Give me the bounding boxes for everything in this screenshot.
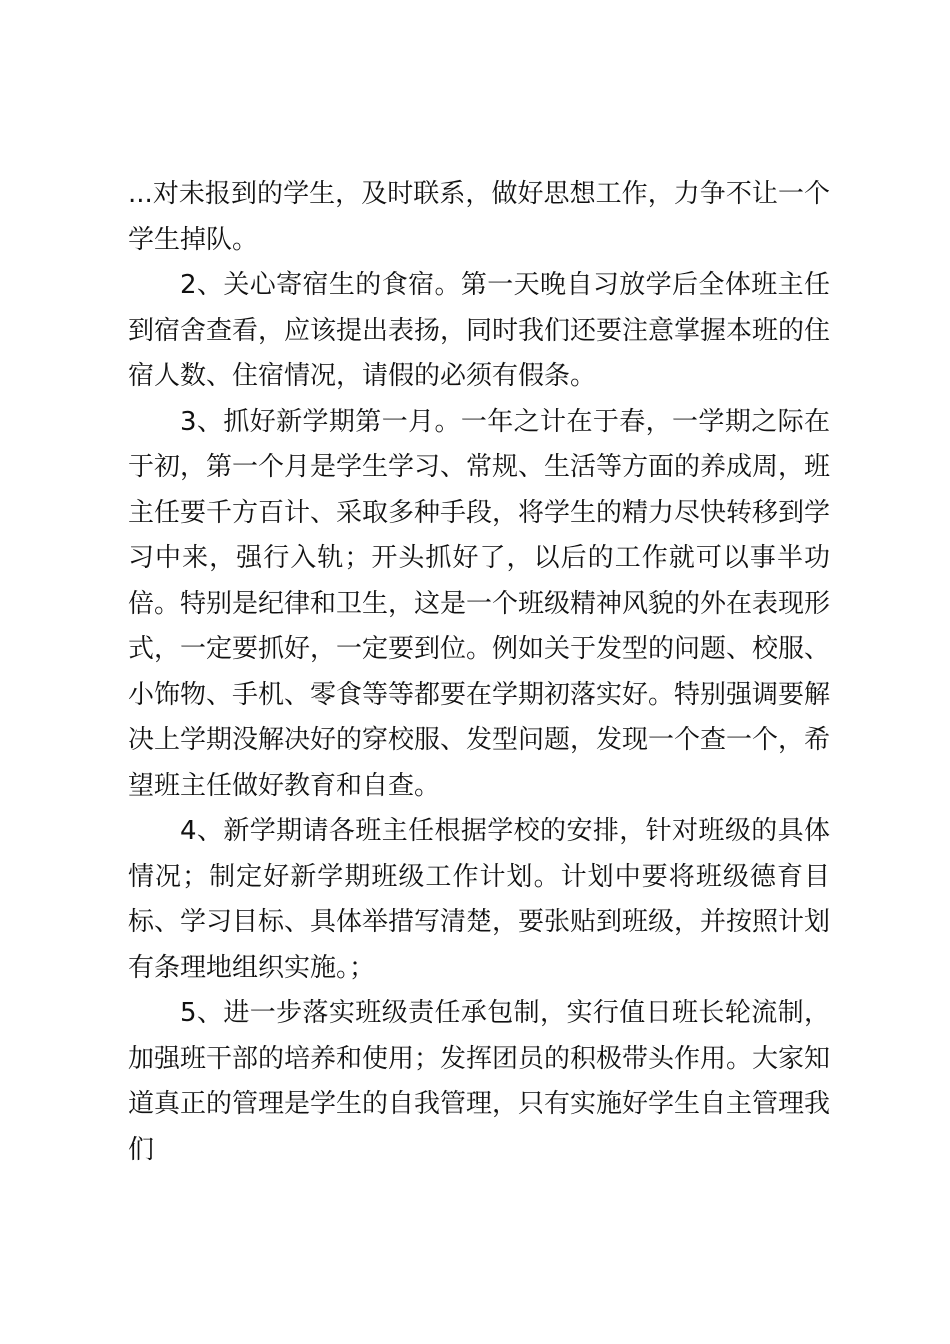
paragraph-3: 3、抓好新学期第一月。一年之计在于春，一学期之际在于初，第一个月是学生学习、常规、生活等方面的养成周，班主任要千方百计、采取多种手段，将学生的精力尽快转移到学习中来，强行入轨；开头抓好了，以后的工作就可以事半功倍。特别是纪律和卫生，这是一个班级精神风貌的外在表现形式，一定要抓好，一定要到位。例如关于发型的问题、校服、小饰物、手机、零食等等都要在学期初落实好。特别强调要解决上学期没解决好的穿校服、发型问题，发现一个查一个，希望班主任做好教育和自查。 — [128, 406, 831, 801]
paragraph-1: ...对未报到的学生，及时联系，做好思想工作，力争不让一个学生掉队。 — [128, 179, 830, 255]
paragraph-4: 4、新学期请各班主任根据学校的安排，针对班级的具体情况；制定好新学期班级工作计划。计划中要将班级德育目标、学习目标、具体举措写清楚，要张贴到班级，并按照计划有条理地组织实施。； — [128, 816, 831, 983]
paragraph-2: 2、关心寄宿生的食宿。第一天晚自习放学后全体班主任到宿舍查看，应该提出表扬，同时我们还要注意掌握本班的住宿人数、住宿情况，请假的必须有假条。 — [128, 270, 831, 391]
document-body — [128, 172, 830, 1173]
paragraph-5: 5、进一步落实班级责任承包制，实行值日班长轮流制，加强班干部的培养和使用；发挥团员的积极带头作用。大家知道真正的管理是学生的自我管理，只有实施好学生自主管理我们 — [128, 998, 831, 1165]
